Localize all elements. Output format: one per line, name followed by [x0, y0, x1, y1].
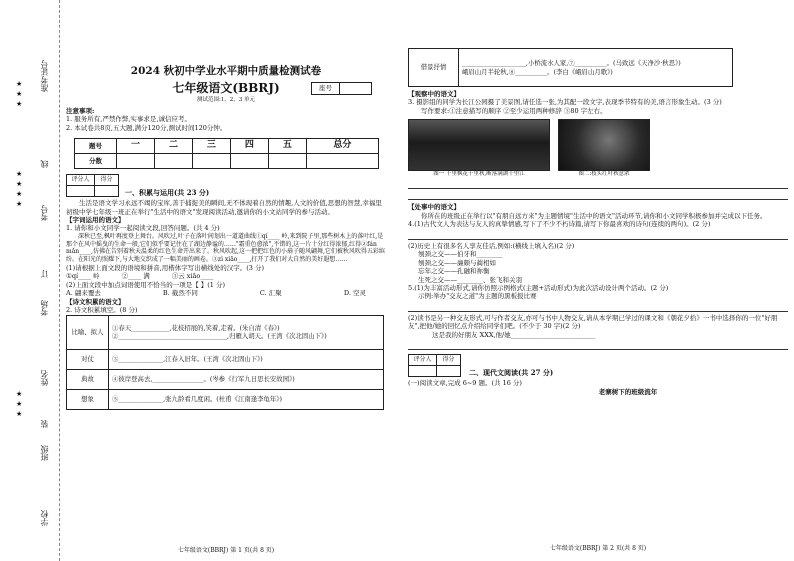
- subject-title: 七年级语文(BBRJ): [172, 80, 280, 95]
- grader-label: 评分人: [67, 175, 95, 186]
- got-input[interactable]: [95, 186, 119, 197]
- score-col-5: 五: [268, 139, 306, 154]
- grader-box: [66, 174, 119, 197]
- zhuang-label: 装: [40, 420, 49, 428]
- option-c[interactable]: C. 汇聚: [259, 289, 282, 298]
- section-1-title: 一、积累与运用(共 23 分): [125, 188, 210, 197]
- options-row: [66, 289, 386, 297]
- photo-1: [408, 119, 550, 178]
- score-table: [74, 138, 379, 169]
- score-col-total: 总分: [306, 139, 378, 154]
- example: 示例:举办"交友之道"为主题的黑板报比赛: [418, 292, 537, 301]
- question-1b: (2)上面文段中加点词语使用不恰当的一项是【 】(1 分): [66, 280, 226, 289]
- pair-2: 刎颈之交——廉颇与蔺相如: [418, 258, 496, 267]
- answer-line[interactable]: [408, 231, 788, 240]
- question-2: 2. 诗文积累填空。(8 分): [66, 306, 138, 315]
- page-1-footer: 七年级语文(BBRJ) 第 1 页(共 8 页): [177, 547, 275, 555]
- poem-grid: [66, 315, 384, 410]
- question-1a: (1)请根据上面文段的语境和拼音,用楷体字写出横线处的汉字。(3 分): [66, 264, 265, 273]
- question-4a: 4.(1)古代文人为表达与友人的真挚情感,写下了不少不朽诗篇,请写下你最喜欢的诗句(连续的两句)。(2 分): [408, 220, 711, 229]
- grid-line[interactable]: ③______________,江春入旧年。(王湾《次北固山下》): [109, 349, 384, 369]
- score-h1: 题号: [75, 139, 117, 154]
- block-1-title: 【字词运用的语文】: [66, 215, 125, 224]
- seat-input[interactable]: [340, 82, 372, 94]
- grader-input[interactable]: [67, 186, 95, 197]
- kaohao-label: 考号: [40, 205, 49, 221]
- notes-title: 注意事项:: [66, 106, 95, 115]
- option-b[interactable]: B. 截然不同: [162, 289, 198, 298]
- zhunkaozheng-label: 准考证号: [40, 60, 49, 92]
- note-2: 2. 本试卷共8页,五大题,满分120分,测试时间120分钟。: [66, 123, 227, 132]
- score-col-3: 三: [192, 139, 230, 154]
- pair-4[interactable]: 生死之交——________、张飞和关羽: [418, 275, 522, 284]
- stars-top: ★★★: [15, 80, 24, 110]
- xuexiao-label: 学校: [40, 510, 49, 526]
- score-cell[interactable]: [192, 154, 230, 169]
- caption-2: 图二:枝头红叶秋意浓: [578, 171, 630, 178]
- seat-box: [311, 82, 372, 95]
- pair-3: 忘年之交——孔融和祢衡: [418, 267, 490, 276]
- page-two: [408, 48, 788, 553]
- answer-line[interactable]: [408, 191, 788, 200]
- page-2-footer: 七年级语文(BBRJ) 第 2 页(共 8 页): [549, 545, 647, 553]
- pair-list: [408, 250, 788, 284]
- grader-box-2: [408, 354, 461, 377]
- grid-cat-4: 想象: [67, 389, 109, 409]
- note-1: 1. 服务所有,严禁作弊,实事求是,诚信应考。: [66, 115, 191, 124]
- question-5: 5.(1)为丰富活动形式,请你仿照示例格式(主题+活动形式)为此次活动设计两个活动。(2 分): [408, 283, 669, 292]
- answer-line[interactable]: [408, 341, 788, 350]
- question-1: 1. 请你和小文同学一起阅读文段,回答问题。(共 4 分): [66, 224, 220, 233]
- answer-line[interactable]: [408, 180, 788, 189]
- grid-cat-3: 典故: [67, 369, 109, 389]
- seat-label: 座号: [312, 82, 340, 94]
- grid-line[interactable]: ④彼岸登高去,________________。(岑参《行军九日思长安故园》): [109, 369, 384, 389]
- grid-cat-2: 对仗: [67, 349, 109, 369]
- block-2-title: 【诗文积累的语文】: [66, 297, 125, 306]
- requirement: 写作要求:①注意描写的顺序 ②至少运用两种修辞 ③80 字左右。: [421, 106, 607, 115]
- binding-margin: [0, 0, 60, 561]
- score-h2: 分数: [75, 154, 117, 169]
- score-cell[interactable]: [268, 154, 306, 169]
- block-4-title: 【处事中的语文】: [408, 203, 460, 212]
- question-3: 3. 摄影组的同学为长江公园摄了美景图,请任选一张,为其配一段文字,表现季节特有的美,语言形象生动。(3 分): [408, 98, 722, 107]
- score-col-1: 一: [117, 139, 155, 154]
- got-label-2: 得分: [437, 355, 461, 366]
- got-input-2[interactable]: [437, 366, 461, 377]
- lake-photo: [408, 119, 550, 171]
- grid-line[interactable]: ⑤______________,张九龄看几度闲。(杜甫《江南逢李龟年》): [109, 389, 384, 409]
- score-cell[interactable]: [306, 154, 378, 169]
- question-6: (一)阅读文章,完成 6~9 题。(共 16 分): [408, 379, 522, 388]
- grid-line[interactable]: ②__________________________________,归雁入胡天。(王湾《次北固山下》): [112, 332, 327, 341]
- option-a[interactable]: A. 翩来覆去: [66, 289, 101, 298]
- blank-1[interactable]: ①qí____ 岭: [66, 272, 100, 281]
- intro-4: 你所在的班级正在举行以"有朋自远方来"为主题情境"生活中的语文"活动环节,请你和小文同学积极参加并完成以下任务。: [421, 211, 767, 220]
- blank-3[interactable]: ③云 xiāo____: [171, 272, 214, 281]
- score-col-4: 四: [230, 139, 268, 154]
- article-title: 老寨树下的班级流年: [598, 387, 658, 396]
- score-col-2: 二: [154, 139, 192, 154]
- grader-input-2[interactable]: [409, 366, 437, 377]
- score-cell[interactable]: [230, 154, 268, 169]
- blank-2[interactable]: ②____ 满: [121, 272, 150, 281]
- xian-label: 线: [40, 160, 49, 168]
- leaves-photo: [558, 119, 650, 171]
- page-one: [66, 50, 386, 555]
- top-grid: [408, 48, 733, 87]
- stars-bottom: ★★★: [15, 390, 24, 420]
- caption-1: 图一 十里枫花十里秋,断落满湖十里江: [433, 171, 525, 178]
- score-cell[interactable]: [154, 154, 192, 169]
- photo-2: [558, 119, 650, 178]
- section-2-title: 二、现代文阅读(共 27 分): [469, 368, 554, 378]
- xingming-label: 姓名: [40, 370, 49, 386]
- top-line-1[interactable]: ____________________,小桥流水人家,⑦__________。(马致远《天净沙·秋思》): [462, 59, 681, 68]
- question-5b: (2)读书是另一种交友形式,可与作者交友,亦可与书中人物交友,请从本学期已学过的课文和《朝花夕拾》一书中选择你的一位"好朋友",把他/她的回忆点介绍给同学们吧。(不少于 30 字)(2 分): [408, 313, 778, 331]
- answer-line[interactable]: [408, 303, 788, 312]
- block-3-title: 【观察中的语文】: [408, 90, 460, 98]
- exam-title: 2024 秋初中学业水平期中质量检测试卷: [130, 65, 322, 77]
- intro-paragraph: 生活是语文学习永远不竭的宝库,善于捕捉美的瞬间,无不体现着自然的情趣,人文的价值,思想的智慧,幸福里初级中学七年级一班正在举行"生活中的语文"发现阅读活动,邀请你的小文站同学的参与活动。: [66, 199, 382, 216]
- pair-1[interactable]: 刎颈之交——伯牙和________: [418, 250, 503, 259]
- got-label: 得分: [95, 175, 119, 186]
- blank-row: [66, 272, 386, 280]
- grid-line[interactable]: ①春天____________,花枝招展的,笑着,走着。(朱自清《春》): [112, 323, 280, 332]
- option-d[interactable]: D. 空灵: [343, 289, 366, 298]
- score-cell[interactable]: [117, 154, 155, 169]
- grid-cat-1: 比喻、拟人: [67, 315, 109, 349]
- top-grid-label: 借景抒情: [409, 49, 459, 87]
- friend-line[interactable]: 这是我的好朋友 XXX,他/她__________________________: [432, 330, 596, 339]
- passage: 深秋已至,枫叶再度登上舞台。风吹过,叶子在落叶间划出一道道曲线①qí____ 岭,来到院子里,那些树木上的落叶红,是那个在风中摇曳的生命一般,它们似乎要记住在了湖边静谧的……"霜重色愈浓",不错的,这一片十分红得浓郁,红得②fán mǎn____,仿佛在告别着秋天温柔的红色生命开出来了。秋风吹起,这一把把红色的小扇子随风翩舞,它们被秋风吹得五彩缤纷。在阳光的照耀下,与大地交织成了一幅美丽的画卷。③zì xiāo____,打开了我们对大自然的美好遐想……: [66, 232, 385, 264]
- grader-label-2: 评分人: [409, 355, 437, 366]
- question-4b: (2)历史上有很多名人享友佳话,例如:(横线上填入名)(2 分): [408, 241, 575, 250]
- banji-label: 班级: [40, 445, 49, 461]
- stars-mid: ★★★★: [15, 170, 24, 210]
- top-line-2[interactable]: 峨眉山月半轮秋,⑧__________。(李白《峨眉山月歌》): [462, 67, 613, 76]
- kaochang-label: 考场: [40, 300, 49, 316]
- ding-label: 订: [40, 270, 49, 278]
- test-scope: 测试范围:1、2、3 单元: [196, 96, 256, 103]
